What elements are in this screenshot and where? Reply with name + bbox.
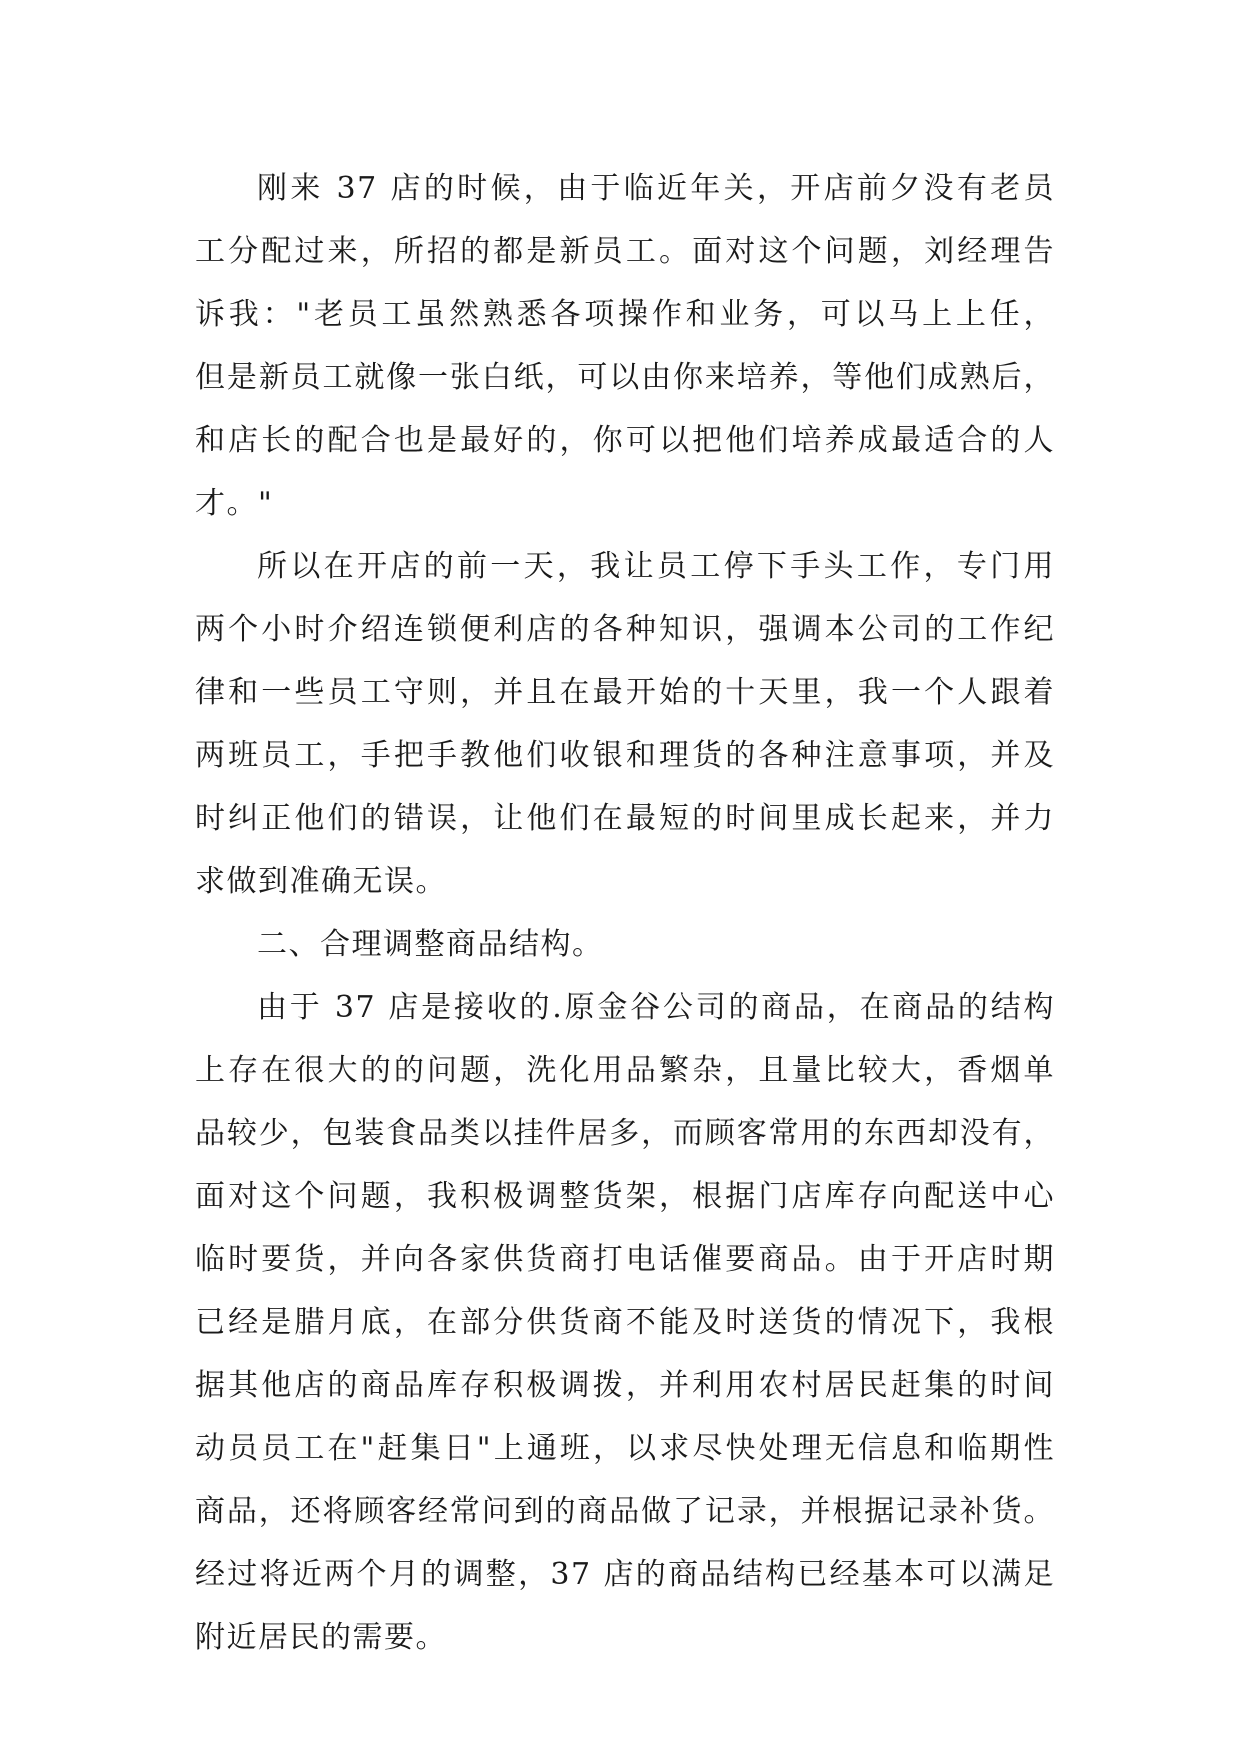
- text-line: 工分配过来，所招的都是新员工。面对这个问题，刘经理告: [195, 234, 1055, 269]
- text-line: 两班员工，手把手教他们收银和理货的各种注意事项，并及: [195, 738, 1055, 773]
- document-body: [195, 157, 1055, 1669]
- text-line: 求做到准确无误。: [195, 864, 447, 899]
- heading-line: 二、合理调整商品结构。: [257, 927, 604, 962]
- text-line: 附近居民的需要。: [195, 1620, 447, 1655]
- text-line: 上存在很大的的问题，洗化用品繁杂，且量比较大，香烟单: [195, 1053, 1055, 1088]
- text-line: 两个小时介绍连锁便利店的各种知识，强调本公司的工作纪: [195, 612, 1055, 647]
- paragraph-new-staff: [195, 157, 1055, 535]
- paragraph-training: [195, 535, 1055, 913]
- text-line: 律和一些员工守则，并且在最开始的十天里，我一个人跟着: [195, 675, 1055, 710]
- text-line: 才。": [195, 486, 274, 521]
- text-line: 但是新员工就像一张白纸，可以由你来培养，等他们成熟后，: [195, 360, 1055, 395]
- text-line: 所以在开店的前一天，我让员工停下手头工作，专门用: [257, 549, 1055, 584]
- text-line: 据其他店的商品库存积极调拨，并利用农村居民赶集的时间: [195, 1368, 1055, 1403]
- text-line: 由于 37 店是接收的.原金谷公司的商品，在商品的结构: [257, 990, 1055, 1025]
- text-line: 已经是腊月底，在部分供货商不能及时送货的情况下，我根: [195, 1305, 1055, 1340]
- text-line: 临时要货，并向各家供货商打电话催要商品。由于开店时期: [195, 1242, 1055, 1277]
- text-line: 时纠正他们的错误，让他们在最短的时间里成长起来，并力: [195, 801, 1055, 836]
- text-line: 和店长的配合也是最好的，你可以把他们培养成最适合的人: [195, 423, 1055, 458]
- text-line: 商品，还将顾客经常问到的商品做了记录，并根据记录补货。: [195, 1494, 1055, 1529]
- text-line: 经过将近两个月的调整，37 店的商品结构已经基本可以满足: [195, 1557, 1055, 1592]
- text-line: 动员员工在"赶集日"上通班，以求尽快处理无信息和临期性: [195, 1431, 1055, 1466]
- text-line: 刚来 37 店的时候，由于临近年关，开店前夕没有老员: [257, 171, 1055, 206]
- paragraph-product-structure: [195, 976, 1055, 1669]
- text-line: 诉我："老员工虽然熟悉各项操作和业务，可以马上上任，: [195, 297, 1055, 332]
- text-line: 面对这个问题，我积极调整货架，根据门店库存向配送中心: [195, 1179, 1055, 1214]
- text-line: 品较少，包装食品类以挂件居多，而顾客常用的东西却没有，: [195, 1116, 1055, 1151]
- section-heading: [195, 913, 1055, 976]
